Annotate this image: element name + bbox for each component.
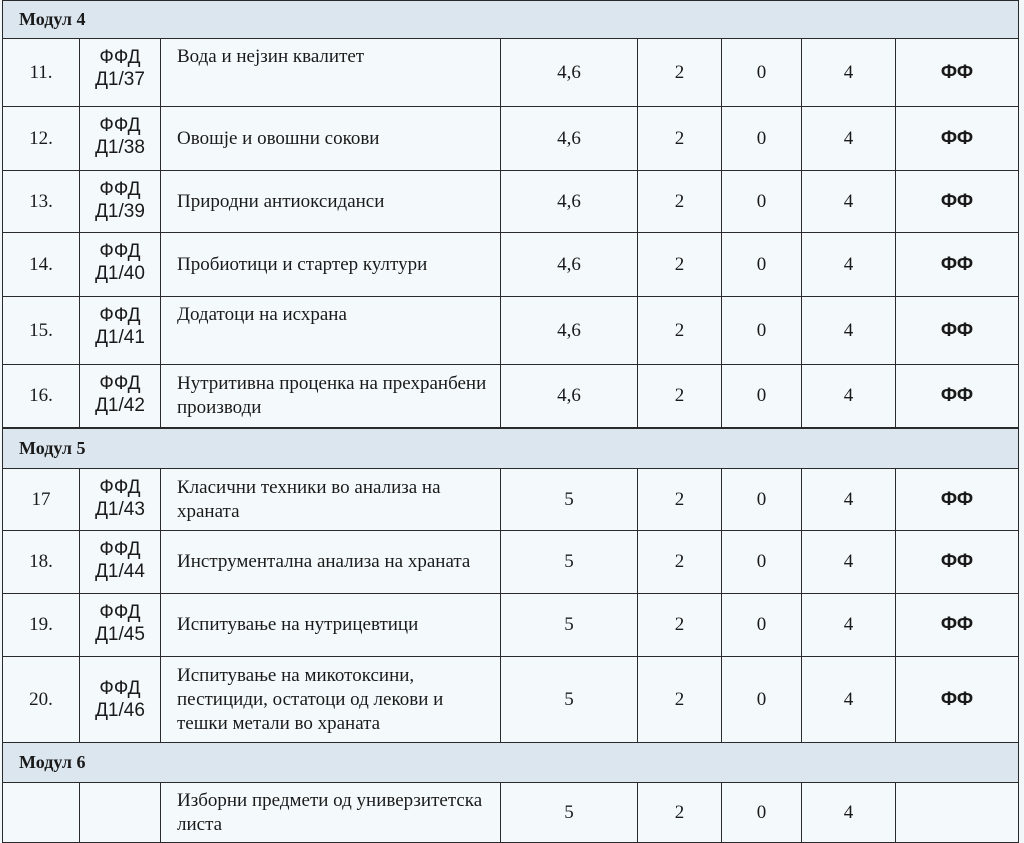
row-number: 18. (3, 531, 80, 594)
value-col-4: 4 (802, 39, 896, 107)
value-col-1: 4,6 (501, 107, 638, 171)
value-col-2: 2 (638, 469, 722, 531)
module-4-table (2, 0, 1019, 428)
table-row (3, 469, 1019, 531)
module-5-6-table (2, 428, 1019, 843)
unit-cell: ФФ (896, 594, 1019, 657)
unit-cell: ФФ (896, 297, 1019, 365)
value-col-4: 4 (802, 783, 896, 843)
module-title: Модул 4 (3, 1, 1019, 39)
course-name: Инструментална анализа на храната (161, 531, 501, 594)
row-number: 20. (3, 657, 80, 743)
value-col-4: 4 (802, 171, 896, 233)
value-col-2: 2 (638, 783, 722, 843)
table-row (3, 365, 1019, 428)
row-number: 17 (3, 469, 80, 531)
value-col-4: 4 (802, 531, 896, 594)
course-name: Нутритивна проценка на прехранбени производи (161, 365, 501, 428)
value-col-4: 4 (802, 233, 896, 297)
course-code: ФФД Д1/37 (80, 39, 161, 107)
value-col-1: 5 (501, 783, 638, 843)
course-name: Испитување на нутрицевтици (161, 594, 501, 657)
course-name: Класични техники во анализа на храната (161, 469, 501, 531)
value-col-2: 2 (638, 233, 722, 297)
value-col-1: 4,6 (501, 297, 638, 365)
unit-cell: ФФ (896, 531, 1019, 594)
course-code: ФФД Д1/39 (80, 171, 161, 233)
course-name: Вода и нејзин квалитет (161, 39, 501, 107)
unit-cell (896, 783, 1019, 843)
value-col-2: 2 (638, 107, 722, 171)
value-col-1: 5 (501, 657, 638, 743)
module-6-header (3, 743, 1019, 783)
value-col-1: 4,6 (501, 365, 638, 428)
value-col-2: 2 (638, 297, 722, 365)
course-code: ФФД Д1/46 (80, 657, 161, 743)
table-row (3, 171, 1019, 233)
table-row (3, 107, 1019, 171)
value-col-1: 5 (501, 531, 638, 594)
course-name: Изборни предмети од универзитетска листа (161, 783, 501, 843)
course-code: ФФД Д1/45 (80, 594, 161, 657)
value-col-1: 4,6 (501, 39, 638, 107)
course-code: ФФД Д1/41 (80, 297, 161, 365)
value-col-4: 4 (802, 657, 896, 743)
course-code: ФФД Д1/40 (80, 233, 161, 297)
value-col-2: 2 (638, 171, 722, 233)
unit-cell: ФФ (896, 171, 1019, 233)
course-code (80, 783, 161, 843)
row-number: 11. (3, 39, 80, 107)
row-number: 13. (3, 171, 80, 233)
value-col-2: 2 (638, 594, 722, 657)
unit-cell: ФФ (896, 469, 1019, 531)
value-col-4: 4 (802, 365, 896, 428)
table-row (3, 39, 1019, 107)
row-number: 15. (3, 297, 80, 365)
value-col-1: 4,6 (501, 233, 638, 297)
row-number: 14. (3, 233, 80, 297)
value-col-3: 0 (722, 657, 802, 743)
row-number: 12. (3, 107, 80, 171)
value-col-3: 0 (722, 783, 802, 843)
value-col-3: 0 (722, 365, 802, 428)
value-col-2: 2 (638, 531, 722, 594)
value-col-4: 4 (802, 469, 896, 531)
module-4-header (3, 1, 1019, 39)
course-name: Испитување на микотоксини, пестициди, остатоци од лекови и тешки метали во храната (161, 657, 501, 743)
course-name: Природни антиоксиданси (161, 171, 501, 233)
unit-cell: ФФ (896, 233, 1019, 297)
unit-cell: ФФ (896, 365, 1019, 428)
course-code: ФФД Д1/43 (80, 469, 161, 531)
course-name: Овошје и овошни сокови (161, 107, 501, 171)
value-col-1: 5 (501, 469, 638, 531)
table-row (3, 783, 1019, 843)
value-col-4: 4 (802, 297, 896, 365)
value-col-2: 2 (638, 657, 722, 743)
value-col-2: 2 (638, 365, 722, 428)
value-col-1: 5 (501, 594, 638, 657)
value-col-2: 2 (638, 39, 722, 107)
value-col-3: 0 (722, 39, 802, 107)
value-col-3: 0 (722, 107, 802, 171)
value-col-4: 4 (802, 107, 896, 171)
course-code: ФФД Д1/38 (80, 107, 161, 171)
course-code: ФФД Д1/42 (80, 365, 161, 428)
table-row (3, 297, 1019, 365)
table-row (3, 657, 1019, 743)
course-name: Додатоци на исхрана (161, 297, 501, 365)
module-title: Модул 5 (3, 429, 1019, 469)
value-col-3: 0 (722, 469, 802, 531)
table-row (3, 531, 1019, 594)
value-col-1: 4,6 (501, 171, 638, 233)
module-title: Модул 6 (3, 743, 1019, 783)
value-col-3: 0 (722, 297, 802, 365)
row-number: 19. (3, 594, 80, 657)
table-row (3, 233, 1019, 297)
value-col-3: 0 (722, 531, 802, 594)
value-col-3: 0 (722, 171, 802, 233)
row-number: 16. (3, 365, 80, 428)
row-number (3, 783, 80, 843)
course-code: ФФД Д1/44 (80, 531, 161, 594)
unit-cell: ФФ (896, 39, 1019, 107)
module-5-header (3, 429, 1019, 469)
value-col-3: 0 (722, 233, 802, 297)
unit-cell: ФФ (896, 657, 1019, 743)
value-col-4: 4 (802, 594, 896, 657)
unit-cell: ФФ (896, 107, 1019, 171)
table-row (3, 594, 1019, 657)
value-col-3: 0 (722, 594, 802, 657)
course-name: Пробиотици и стартер култури (161, 233, 501, 297)
